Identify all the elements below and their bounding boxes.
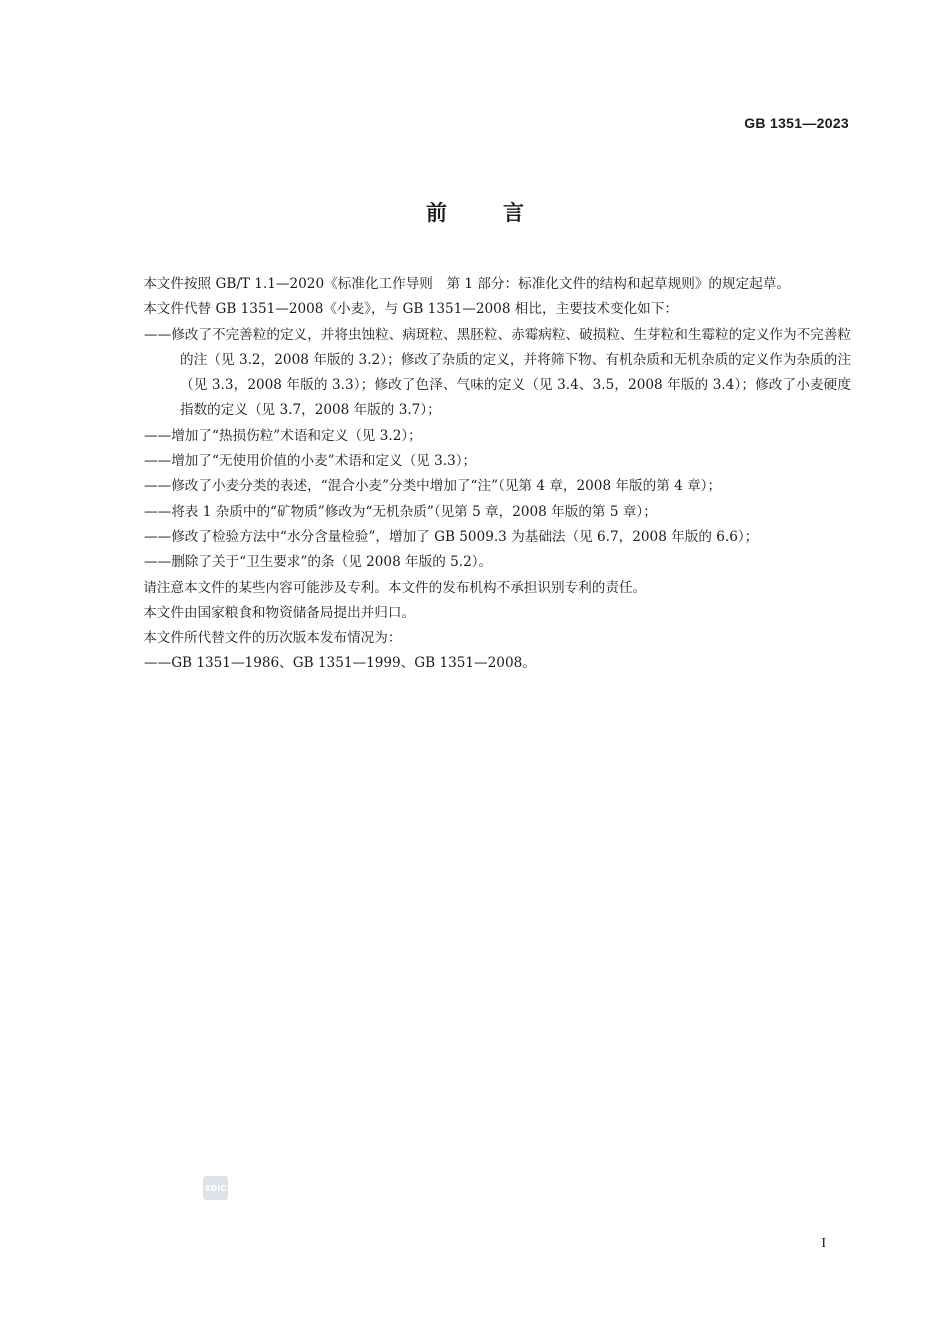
change-item-no-value-wheat: ——增加了“无使用价值的小麦”术语和定义（见 3.3）； <box>144 453 477 470</box>
sdic-watermark-logo: SDIC <box>203 1176 228 1200</box>
page-title: 前言 <box>426 201 580 225</box>
change-item-moisture: ——修改了检验方法中“水分含量检验”，增加了 GB 5009.3 为基础法（见 6.7，2008 年版的 6.6）； <box>144 528 759 545</box>
history-item-versions: ——GB 1351—1986、GB 1351—1999、GB 1351—2008。 <box>144 655 536 672</box>
paragraph-drafting-rules: 本文件按照 GB/T 1.1—2020《标准化工作导则 第 1 部分：标准化文件的结构和起草规则》的规定起草。 <box>143 276 790 292</box>
paragraph-replaces: 本文件代替 GB 1351—2008《小麦》，与 GB 1351—2008 相比，主要技术变化如下： <box>143 301 678 318</box>
foreword-body <box>116 272 851 677</box>
change-item-heat-damaged: ——增加了“热损伤粒”术语和定义（见 3.2）； <box>144 427 422 444</box>
paragraph-proposer: 本文件由国家粮食和物资储备局提出并归口。 <box>143 604 416 621</box>
paragraph-patent-notice: 请注意本文件的某些内容可能涉及专利。本文件的发布机构不承担识别专利的责任。 <box>143 579 647 596</box>
page-number: I <box>821 1236 826 1251</box>
change-item-hygiene: ——删除了关于“卫生要求”的条（见 2008 年版的 5.2）。 <box>144 554 493 571</box>
paragraph-history: 本文件所代替文件的历次版本发布情况为： <box>143 630 402 647</box>
standard-number: GB 1351—2023 <box>744 115 849 131</box>
change-item-classification: ——修改了小麦分类的表述，“混合小麦”分类中增加了“注”（见第 4 章，2008 年版的第 4 章）； <box>144 478 722 495</box>
change-item-definitions: ——修改了不完善粒的定义，并将虫蚀粒、病斑粒、黑胚粒、赤霉病粒、破损粒、生芽粒和生霉粒的定义作为不完善粒的注（见 3.2，2008 年版的 3.2）；修改了杂质的定义，并将筛下物、有机杂质和无机杂质的定义作为杂质的注（见 3.3，2008 年版的 3.3）；修改了色泽、气味的定义（见 3.4、3.5，2008 年版的 3.4）；修改了小麦硬度指数的定义（见 3.7，2008 年版的 3.7）； <box>144 326 851 419</box>
change-item-table1: ——将表 1 杂质中的“矿物质”修改为“无机杂质”（见第 5 章，2008 年版的第 5 章）； <box>144 503 657 520</box>
